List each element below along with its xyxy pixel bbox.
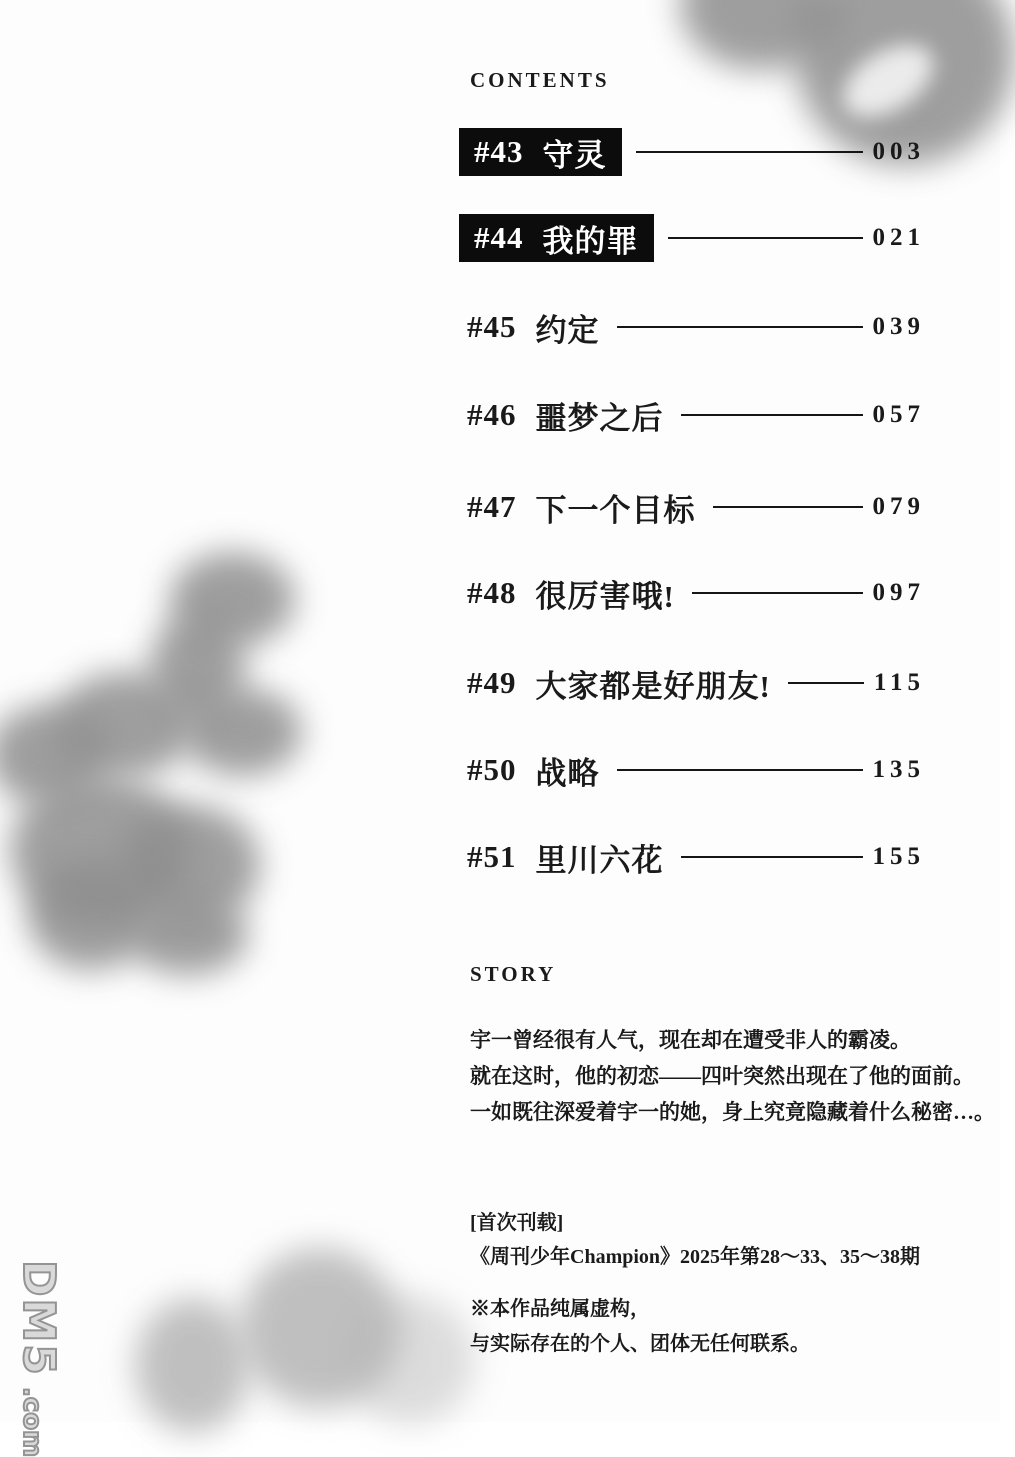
watermark-suffix-text: .com bbox=[17, 1386, 47, 1457]
chapter-title: 下一个目标 bbox=[535, 492, 696, 528]
page-number: 115 bbox=[873, 669, 925, 696]
page-number: 003 bbox=[872, 138, 925, 165]
leader-line bbox=[681, 414, 863, 416]
leader-line bbox=[617, 326, 863, 328]
chapter-label bbox=[459, 659, 781, 707]
publication-info bbox=[470, 1206, 920, 1274]
page-number: 079 bbox=[872, 493, 925, 520]
first-published-label: [首次刊载] bbox=[470, 1212, 564, 1234]
chapter-title: 约定 bbox=[535, 312, 600, 348]
fiction-disclaimer bbox=[470, 1292, 810, 1362]
chapter-label bbox=[459, 569, 685, 617]
chapter-number: #46 bbox=[467, 397, 517, 432]
chapter-label bbox=[459, 214, 654, 262]
chapter-label bbox=[459, 483, 706, 531]
chapter-label bbox=[459, 746, 610, 794]
chapter-number: #47 bbox=[467, 489, 517, 524]
chapter-label bbox=[459, 128, 622, 176]
chapter-title: 噩梦之后 bbox=[535, 400, 664, 436]
chapter-number: #48 bbox=[467, 575, 517, 610]
leader-line bbox=[668, 237, 863, 239]
chapter-number: #50 bbox=[467, 752, 517, 787]
story-synopsis bbox=[470, 1022, 995, 1130]
page-number: 135 bbox=[872, 756, 925, 783]
story-line: 就在这时，他的初恋——四叶突然出现在了他的面前。 bbox=[470, 1064, 974, 1088]
chapter-title: 我的罪 bbox=[542, 223, 639, 259]
chapter-title: 战略 bbox=[535, 755, 600, 791]
background-blur-blob bbox=[182, 688, 302, 776]
chapter-number: #49 bbox=[467, 665, 517, 700]
chapter-label bbox=[459, 303, 610, 351]
toc-entry-51 bbox=[459, 833, 925, 881]
toc-entry-49 bbox=[459, 659, 925, 707]
chapter-label bbox=[459, 391, 674, 439]
toc-entry-46 bbox=[459, 391, 925, 439]
page-number: 155 bbox=[872, 843, 925, 870]
chapter-number: #44 bbox=[474, 220, 524, 255]
leader-line bbox=[692, 592, 863, 594]
story-line: 一如既往深爱着宇一的她，身上究竟隐藏着什么秘密…。 bbox=[470, 1100, 995, 1124]
page-number: 057 bbox=[872, 401, 925, 428]
page-number: 097 bbox=[872, 579, 925, 606]
leader-line bbox=[681, 856, 863, 858]
dm5-watermark bbox=[13, 1260, 64, 1457]
page-number: 021 bbox=[872, 224, 925, 251]
chapter-title: 大家都是好朋友! bbox=[535, 668, 771, 704]
story-heading: STORY bbox=[470, 962, 557, 986]
chapter-label bbox=[459, 833, 674, 881]
contents-heading: CONTENTS bbox=[470, 68, 610, 92]
leader-line bbox=[636, 151, 863, 153]
background-blur-blob bbox=[128, 895, 248, 975]
toc-entry-45 bbox=[459, 303, 925, 351]
chapter-number: #45 bbox=[467, 309, 517, 344]
background-blur-blob bbox=[55, 672, 195, 777]
story-line: 宇一曾经很有人气，现在却在遭受非人的霸凌。 bbox=[470, 1028, 911, 1052]
background-blur-blob bbox=[345, 1295, 475, 1425]
leader-line bbox=[713, 506, 863, 508]
background-blur-blob bbox=[135, 1298, 250, 1433]
toc-entry-44 bbox=[459, 214, 925, 262]
toc-entry-47 bbox=[459, 483, 925, 531]
first-published-detail: 《周刊少年Champion》2025年第28～33、35～38期 bbox=[470, 1246, 921, 1268]
page-number: 039 bbox=[872, 313, 925, 340]
disclaimer-line: ※本作品纯属虚构， bbox=[470, 1298, 650, 1320]
toc-entry-43 bbox=[459, 128, 925, 176]
chapter-title: 里川六花 bbox=[535, 842, 664, 878]
disclaimer-line: 与实际存在的个人、团体无任何联系。 bbox=[470, 1333, 810, 1355]
chapter-title: 很厉害哦! bbox=[535, 578, 675, 614]
toc-entry-50 bbox=[459, 746, 925, 794]
chapter-number: #51 bbox=[467, 839, 517, 874]
chapter-title: 守灵 bbox=[542, 137, 607, 173]
leader-line bbox=[788, 682, 864, 684]
watermark-main-text: DM5 bbox=[13, 1260, 64, 1377]
leader-line bbox=[617, 769, 863, 771]
toc-entry-48 bbox=[459, 569, 925, 617]
chapter-number: #43 bbox=[474, 134, 524, 169]
